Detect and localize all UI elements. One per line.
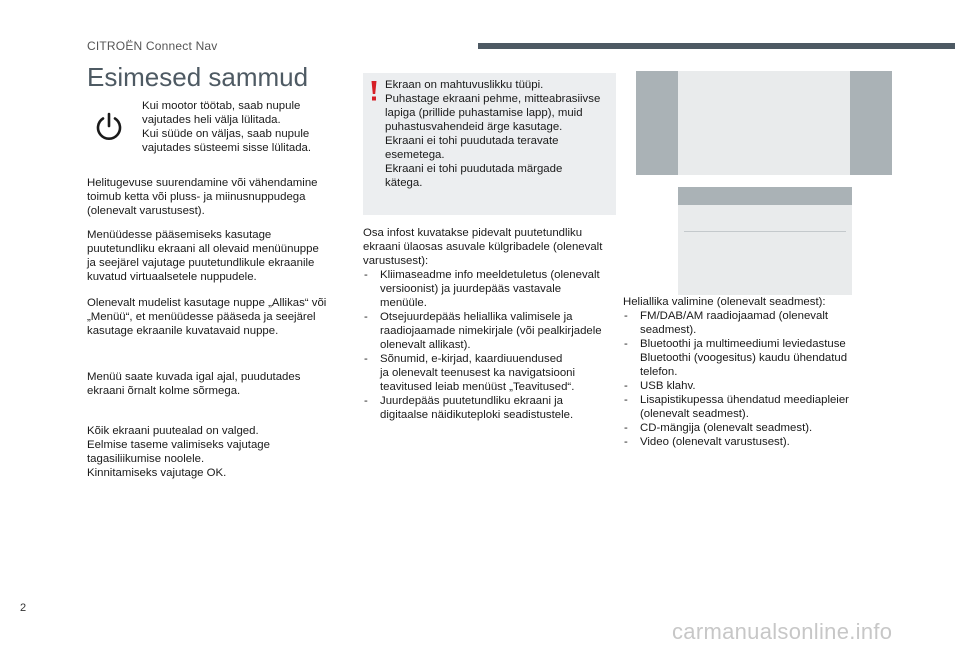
info-item-audio-source: - Otsejuurdepääs heliallika valimisele ja raadiojaamade nimekirjale (või pealkirjadele olenevalt allikast). — [363, 310, 625, 352]
page-title: Esimesed sammud — [87, 62, 309, 92]
menus-text: Menüüdesse pääsemiseks kasutage puutetundliku ekraani all olevaid menüünuppe ja seejärel vajutage puutetundlikule ekraanile kuvatud virtuaalsetele nuppudele. — [87, 229, 319, 283]
volume-text: Helitugevuse suurendamine või vähendamine toimub ketta või pluss- ja miinusnuppudega (olenevalt varustusest). — [87, 177, 318, 217]
source-item-aux: - Lisapistikupessa ühendatud meediapleier (olenevalt seadmest). — [623, 393, 893, 421]
info-list — [363, 268, 625, 422]
source-item-bluetooth: - Bluetoothi ja multimeediumi leviedastuse Bluetoothi (voogesitus) kaudu ühendatud telefon. — [623, 337, 893, 379]
source-item-usb: - USB klahv. — [623, 379, 893, 393]
screen-illustration-header — [678, 187, 852, 205]
power-icon — [92, 110, 126, 144]
brand-label: CITROËN Connect Nav — [87, 39, 218, 53]
screen-illustration-main — [678, 71, 850, 175]
source-list — [623, 309, 893, 449]
warning-text: Ekraan on mahtuvuslikku tüüpi. Puhastage ekraani pehme, mitteabrasiivse lapiga (prillide puhastamise lapp), muid puhastusvahendeid ärge kasutage. Ekraani ei tohi puudutada teravate esemetega. Ekraani ei tohi puudutada märgade kätega. — [385, 79, 601, 189]
source-item-radio: - FM/DAB/AM raadiojaamad (olenevalt seadmest). — [623, 309, 893, 337]
info-item-settings: - Juurdepääs puutetundliku ekraani ja digitaalse näidikuteploki seadistustele. — [363, 394, 625, 422]
source-item-video: - Video (olenevalt varustusest). — [623, 435, 893, 449]
source-item-cd: - CD-mängija (olenevalt seadmest). — [623, 421, 893, 435]
watermark: carmanualsonline.info — [672, 619, 893, 644]
source-intro: Heliallika valimine (olenevalt seadmest): — [623, 296, 826, 308]
info-item-notifications: - Sõnumid, e-kirjad, kaardiuuendused ja olenevalt teenusest ka navigatsiooni teavitused leiab menüüst „Teavitused“. — [363, 352, 625, 394]
exclamation-icon — [368, 80, 380, 102]
screen-illustration-divider — [684, 231, 846, 232]
page-number: 2 — [20, 602, 27, 614]
header-bar — [478, 43, 955, 49]
show-menu-text: Menüü saate kuvada igal ajal, puudutades ekraani õrnalt kolme sõrmega. — [87, 371, 301, 397]
info-intro: Osa infost kuvatakse pidevalt puutetundliku ekraani ülaosas asuvale külgribadele (olenevalt varustusest): — [363, 227, 603, 267]
info-item-climate: - Kliimaseadme info meeldetuletus (olenevalt versioonist) ja juurdepääs vastavale menüüle. — [363, 268, 625, 310]
select-text: Kõik ekraani puutealad on valged. Eelmise taseme valimiseks vajutage tagasiliikumise noolele. Kinnitamiseks vajutage OK. — [87, 425, 270, 479]
power-text: Kui mootor töötab, saab nupule vajutades heli välja lülitada. Kui süüde on väljas, saab nupule vajutades süsteemi sisse lülitada. — [142, 100, 312, 154]
model-text: Olenevalt mudelist kasutage nuppe „Allikas“ või „Menüü“, et menüüdesse pääseda ja seejärel kasutage ekraanile kuvatavaid nuppe. — [87, 297, 327, 337]
